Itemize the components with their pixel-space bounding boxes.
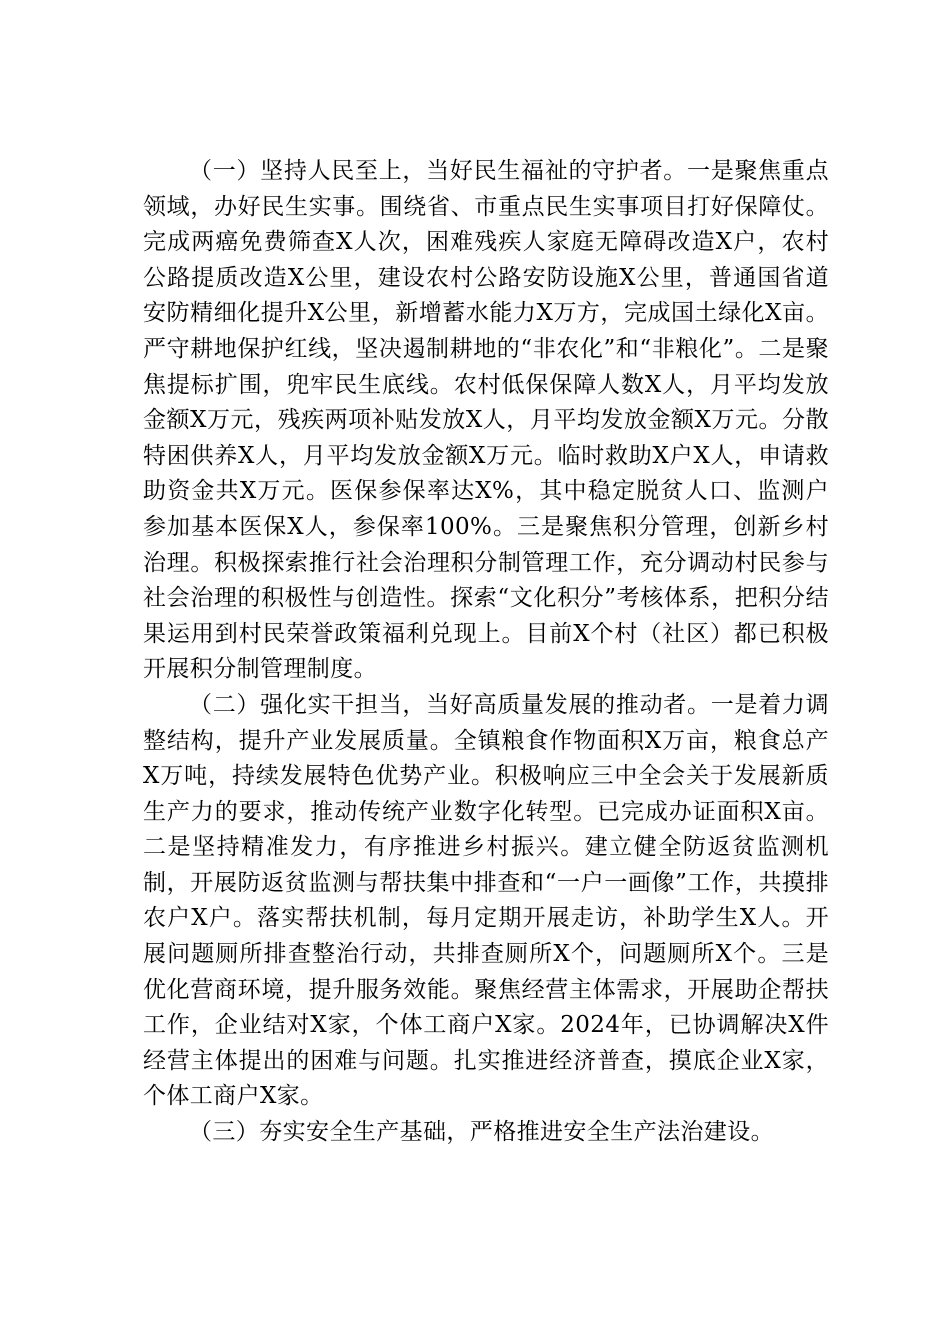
paragraph-safety: （三）夯实安全生产基础，严格推进安全生产法治建设。: [189, 1119, 774, 1146]
paragraph-livelihood: （一）坚持人民至上，当好民生福祉的守护者。一是聚焦重点领域，办好民生实事。围绕省、市重点民生实事项目打好保障仗。完成两癌免费筛查X人次，困难残疾人家庭无障碍改造X户，农村公路提质改造X公里，建设农村公路安防设施X公里，普通国省道安防精细化提升X公里，新增蓄水能力X万方，完成国土绿化X亩。严守耕地保护红线，坚决遏制耕地的“非农化”和“非粮化”。二是聚焦提标扩围，兜牢民生底线。农村低保保障人数X人，月平均发放金额X万元，残疾两项补贴发放X人，月平均发放金额X万元。分散特困供养X人，月平均发放金额X万元。临时救助X户X人，申请救助资金共X万元。医保参保率达X%，其中稳定脱贫人口、监测户参加基本医保X人，参保率100%。三是聚焦积分管理，创新乡村治理。积极探索推行社会治理积分制管理工作，充分调动村民参与社会治理的积极性与创造性。探索“文化积分”考核体系，把积分结果运用到村民荣誉政策福利兑现上。目前X个村（社区）都已积极开展积分制管理制度。: [143, 158, 829, 683]
paragraph-development: （二）强化实干担当，当好高质量发展的推动者。一是着力调整结构，提升产业发展质量。全镇粮食作物面积X万亩，粮食总产X万吨，持续发展特色优势产业。积极响应三中全会关于发展新质生产力的要求，推动传统产业数字化转型。已完成办证面积X亩。二是坚持精准发力，有序推进乡村振兴。建立健全防返贫监测机制，开展防返贫监测与帮扶集中排查和“一户一画像”工作，共摸排农户X户。落实帮扶机制，每月定期开展走访，补助学生X人。开展问题厕所排查整治行动，共排查厕所X个，问题厕所X个。三是优化营商环境，提升服务效能。聚焦经营主体需求，开展助企帮扶工作，企业结对X家，个体工商户X家。2024年，已协调解决X件经营主体提出的困难与问题。扎实推进经济普查，摸底企业X家，个体工商户X家。: [143, 691, 829, 1110]
document-body: [143, 154, 829, 1151]
